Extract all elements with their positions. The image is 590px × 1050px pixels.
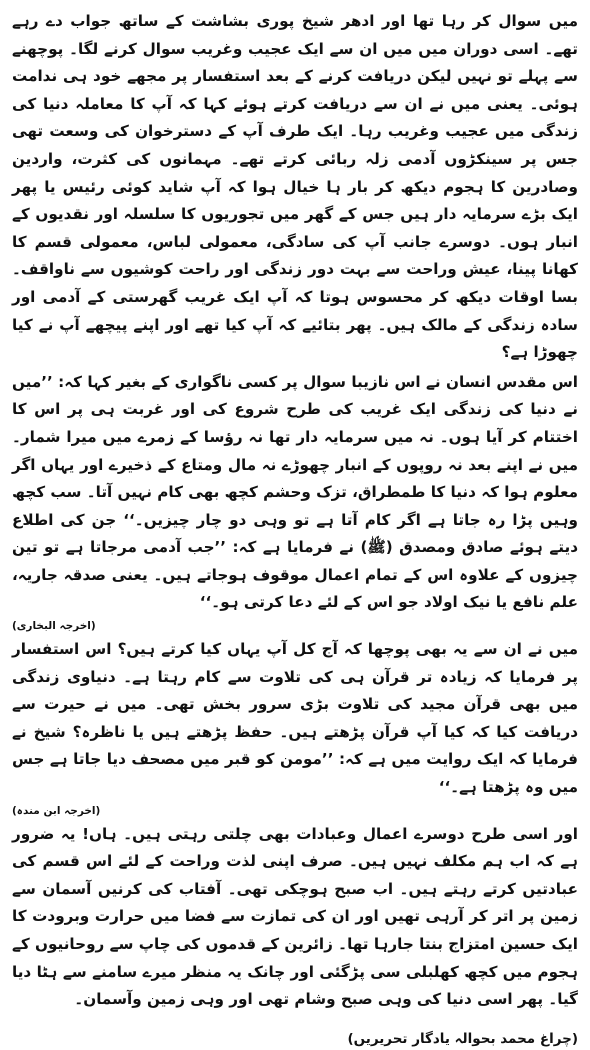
citation-ibn-mandah: (اخرجہ ابن مندہ) <box>12 804 101 817</box>
citation-bukhari: (اخرجہ البخاری) <box>12 620 96 633</box>
paragraph-4: اور اسی طرح دوسرے اعمال وعبادات بھی چلتی رہتی ہیں۔ ہاں! یہ ضرور ہے کہ اب ہم مکلف نہیں ہیں۔ صرف اپنی لذت وراحت کے لئے اس قسم کی عبادتیں کرتے رہتے ہیں۔ اب صبح ہوچکی تھی۔ آفتاب کی کرنیں آسمان سے زمین پر اتر کر آرہی تھیں اور ان کی تمازت سے فضا میں حرارت وبرودت کا ایک حسین امتزاج بنتا جارہا تھا۔ زائرین کے قدموں کی چاپ سے روحانیوں کے ہجوم میں کچھ کھلبلی سی پڑگئی اور چانک یہ منظر میرے سامنے سے ہٹا دیا گیا۔ پھر اسی دنیا کی وہی صبح وشام تھی اور وہی زمین وآسمان۔ <box>12 824 578 1009</box>
paragraph-3: میں نے ان سے یہ بھی پوچھا کہ آج کل آپ یہاں کیا کرتے ہیں؟ اس استفسار پر فرمایا کہ زیادہ تر قرآن ہی کی تلاوت سے کام رہتا ہے۔ دنیاوی زندگی میں بھی قرآن مجید کی تلاوت بڑی سرور بخش تھی۔ میں نے حیرت سے دریافت کیا کہ کیا آپ قرآن پڑھتے ہیں۔ حفظ پڑھتے ہیں یا ناظرہ؟ شیخ نے فرمایا کہ ایک روایت میں ہے کہ: ’’مومن کو قبر میں مصحف دیا جاتا ہے جس میں وہ پڑھتا ہے۔‘‘ <box>12 640 578 797</box>
paragraph-2: اس مقدس انسان نے اس نازیبا سوال پر کسی ناگواری کے بغیر کہا کہ: ’’میں نے دنیا کی زندگی ایک غریب کی طرح شروع کی اور غربت ہی پر اس کا اختتام کر آیا ہوں۔ نہ میں سرمایہ دار تھا نہ رؤسا کے زمرے میں میرا شمار۔ میں نے اپنے بعد نہ روپوں کے انبار چھوڑے نہ مال ومتاع کے ذخیرے اور یہاں اگر معلوم ہوا کہ دنیا کا طمطراق، تزک وحشم کچھ بھی کام نہیں آتا۔ سب کچھ وہیں پڑا رہ جاتا ہے اگر کام آتا ہے تو وہی دو چار چیزیں۔‘‘ جن کی اطلاع دیتے ہوئے صادق ومصدق (ﷺ) نے فرمایا ہے کہ: ’’جب آدمی مرجاتا ہے تو تین چیزوں کے علاوہ اس کے تمام اعمال موقوف ہوجاتے ہیں۔ یعنی صدقہ جاریہ، علم نافع یا نیک اولاد جو اس کے لئے دعا کرتی ہو۔‘‘ <box>12 372 578 612</box>
source-credit: (چراغ محمد بحوالہ یادگار تحریریں) <box>347 1030 578 1047</box>
paragraph-1: میں سوال کر رہا تھا اور ادھر شیخ پوری بشاشت کے ساتھ جواب دے رہے تھے۔ اسی دوران میں میں ان سے ایک عجیب وغریب سوال کرنے لگا۔ پوچھنے سے پہلے تو نہیں لیکن دریافت کرنے کے بعد استفسار پر مجھے خود ہی ندامت ہوئی۔ یعنی میں نے ان سے دریافت کرتے ہوئے کہا کہ آپ کا معاملہ دنیا کی زندگی میں عجیب وغریب رہا۔ ایک طرف آپ کے دسترخوان کی وسعت تھی جس پر سینکڑوں آدمی زلہ ربائی کرتے تھے۔ مہمانوں کی کثرت، واردین وصادرین کا ہجوم دیکھ کر بار ہا خیال ہوا کہ آپ شاید کوئی رئیس یا پھر ایک بڑے سرمایہ دار ہیں جس کے گھر میں تجوریوں کا سلسلہ اور نقدیوں کے انبار ہوں۔ دوسرے جانب آپ کی سادگی، معمولی لباس، معمولی قسم کا کھانا پینا، عیش وراحت سے بہت دور زندگی اور راحت کوشیوں سے ناواقف۔ بسا اوقات دیکھ کر محسوس ہوتا کہ آپ ایک غریب گھرستی کے آدمی اور سادہ زندگی کے مالک ہیں۔ پھر بتائیے کہ آپ کیا تھے اور اپنے پیچھے آپ نے کیا چھوڑا ہے؟ <box>12 12 578 362</box>
